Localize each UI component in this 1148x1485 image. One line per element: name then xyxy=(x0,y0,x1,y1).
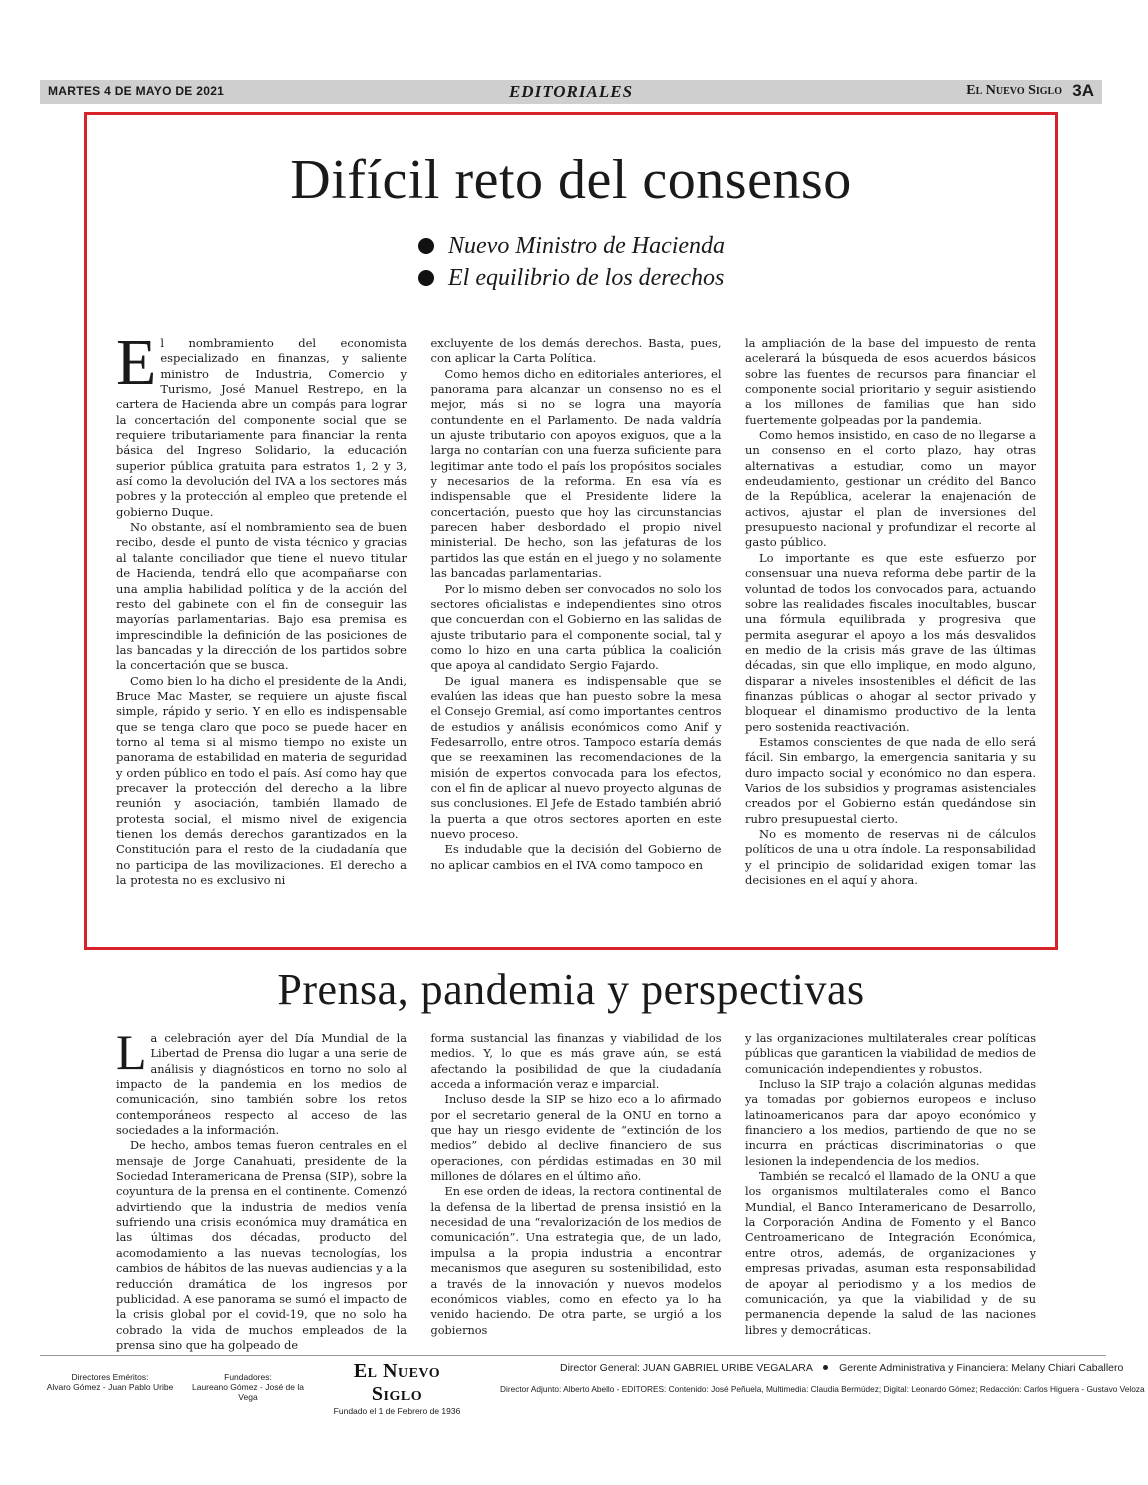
paragraph: No es momento de reservas ni de cálculos políticos de una u otra índole. La responsabilidad y el principio de solidaridad exigen tomar las decisiones en el aquí y ahora. xyxy=(745,827,1036,888)
separator-dot-icon xyxy=(823,1365,828,1370)
page-number: 3A xyxy=(1072,81,1094,100)
subhead-text: El equilibrio de los derechos xyxy=(448,265,725,291)
paragraph: forma sustancial las finanzas y viabilidad de los medios. Y, lo que es más grave aún, se está afectando la posibilidad de que la ciudadanía acceda a información veraz e imparcial. xyxy=(430,1032,722,1092)
emeritus-directors xyxy=(40,1372,180,1392)
drop-cap: E xyxy=(116,326,157,399)
founders xyxy=(184,1372,312,1402)
management-credits xyxy=(560,1362,1123,1374)
paragraph: Como hemos insistido, en caso de no llegarse a un consenso en el corto plazo, hay otras alternativas a estudiar, como un mayor endeudamiento, gestionar un crédito del Banco de la República, acelerar la enajenación de activos, ajustar el plan de inversiones del presupuesto nacional y profundizar el recorte al gasto público. xyxy=(745,428,1036,550)
paragraph: De igual manera es indispensable que se evalúen las ideas que han puesto sobre la mesa el Consejo Gremial, así como importantes centros de estudios y análisis económicos como Anif y Fedesarrollo, entre otros. Tampoco estaría demás que se reexaminen las recomendaciones de la misión de expertos convocada para los efectos, con el fin de aplicar al nuevo proyecto algunas de sus conclusiones. El Jefe de Estado también abrió la puerta a que otros sectores aporten en este nuevo proceso. xyxy=(430,673,722,841)
founders-names: Laureano Gómez - José de la Vega xyxy=(192,1382,304,1402)
paragraph: Como bien lo ha dicho el presidente de la Andi, Bruce Mac Master, se requiere un ajuste fiscal simple, rápido y serio. Y en ello es indispensable que se tenga claro que poco se puede hacer en torno al tema si al mismo tiempo no existe un panorama de estabilidad en materia de seguridad y orden público en todo el país. Así como hay que precaver la protección del derecho a la libre reunión y asociación, también llamado de protesta social, el mismo nivel de exigencia tienen los demás derechos garantizados en la Constitución para el resto de la ciudadanía que no participa de las movilizaciones. El derecho a la protesta no es exclusivo ni xyxy=(116,673,407,888)
founders-label: Fundadores: xyxy=(224,1372,272,1382)
editorial-1-subheads xyxy=(418,230,918,294)
editorial-1-title: Difícil reto del consenso xyxy=(290,149,852,211)
column-1 xyxy=(116,326,407,936)
drop-cap: L xyxy=(116,1024,147,1080)
manager-credit: Gerente Administrativa y Financiera: Melany Chiari Caballero xyxy=(839,1362,1124,1374)
paper-logo: El Nuevo Siglo xyxy=(353,1360,441,1405)
paragraph: También se recalcó el llamado de la ONU a que los organismos multilaterales como el Banco Mundial, el Banco Interamericano de Desarrollo, la Corporación Andina de Fomento y el Banco Centroamericano de Integración Económica, entre otros, además, de organizaciones y empresas privadas, asuman esta responsabilidad de apoyar al periodismo y a los medios de comunicación, ya que la viabilidad y de su permanencia depende la salud de las naciones libres y democráticas. xyxy=(745,1170,1036,1337)
issue-date: MARTES 4 DE MAYO DE 2021 xyxy=(48,84,225,98)
paragraph: l nombramiento del economista especializado en finanzas, y saliente ministro de Industria, Comercio y Turismo, José Manuel Restrepo, en la cartera de Hacienda abre un compás para lograr la concertación del componente social que se requiere tributariamente para financiar la renta básica del Ingreso Solidario, la educación superior pública gratuita para estratos 1, 2 y 3, así como la devolución del IVA a los sectores más pobres y la protección al empleo que pretende el gobierno Duque. xyxy=(116,336,407,519)
editors-credits: Director Adjunto: Alberto Abello - EDITORES: Contenido: José Peñuela, Multimedia: Claudia Bermúdez; Digital: Leonardo Gómez; Redacción: Carlos Higuera - Gustavo Veloza xyxy=(500,1384,1145,1394)
paragraph: a celebración ayer del Día Mundial de la Libertad de Prensa dio lugar a una serie de análisis y diagnósticos en torno no solo al impacto de la pandemia en los medios de comunicación, sino también sobre los retos contemporáneos respecto al acceso de las sociedades a la información. xyxy=(116,1032,407,1138)
editorial-2-title: Prensa, pandemia y perspectivas xyxy=(277,965,865,1014)
bullet-icon xyxy=(418,270,434,286)
emeritus-names: Alvaro Gómez - Juan Pablo Uribe xyxy=(46,1382,174,1392)
column-3 xyxy=(745,1031,1036,1336)
paragraph: Como hemos dicho en editoriales anteriores, el panorama para alcanzar un consenso no es el mejor, más si no se logra una mayoría contundente en el Parlamento. De nada valdría un ajuste tributario con apoyos exiguos, que a la larga no contarían con una fuerza suficiente para legitimar ante todo el país los propósitos sociales y necesarios de la reforma. En esa vía es indispensable que el Presidente lidere la concertación, puesto que hoy las circunstancias parecen haber desbordado el propio nivel ministerial. De hecho, son las jefaturas de los partidos las que están en el juego y no solamente las bancadas parlamentarias. xyxy=(430,366,722,581)
editorial-1-body xyxy=(116,326,1036,936)
paragraph: Estamos conscientes de que nada de ello será fácil. Sin embargo, la emergencia sanitaria y su duro impacto social y económico no dan espera. Varios de los subsidios y programas asistenciales creados por el Gobierno están quedándose sin rubro presupuestal cierto. xyxy=(745,734,1036,826)
column-2 xyxy=(431,1031,722,1336)
founded-date: Fundado el 1 de Febrero de 1936 xyxy=(333,1406,461,1416)
column-3 xyxy=(745,336,1036,936)
paragraph: excluyente de los demás derechos. Basta, pues, con aplicar la Carta Política. xyxy=(430,336,722,366)
paragraph: No obstante, así el nombramiento sea de buen recibo, desde el punto de vista técnico y gracias al talante conciliador que tiene el nuevo titular de Hacienda, tendrá ello que acompañarse con una amplia habilidad política y de la acción del resto del gabinete con el fin de conseguir las mayorías parlamentarias. Bajo esa premisa es imprescindible la definición de las posiciones de las bancadas y la dirección de los partidos sobre la concertación que se busca. xyxy=(116,520,407,673)
paragraph: Es indudable que la decisión del Gobierno de no aplicar cambios en el IVA como tampoco en xyxy=(430,842,722,872)
bullet-icon xyxy=(418,238,434,254)
editorial-2-body xyxy=(116,1024,1036,1352)
paragraph: Incluso la SIP trajo a colación algunas medidas ya tomadas por gobiernos europeos e incluso latinoamericanos para dar apoyo económico y financiero a los medios, partiendo de que no se incurra en prácticas discriminatorias o que lesionen la independencia de los medios. xyxy=(745,1078,1036,1168)
column-2 xyxy=(431,336,722,936)
paragraph: Por lo mismo deben ser convocados no solo los sectores oficialistas e independientes sino otros que concuerdan con el Gobierno en las salidas de ajuste tributario para el componente social, tal y como lo hizo en una carta pública la coalición que apoya al candidato Sergio Fajardo. xyxy=(430,581,722,673)
masthead-logo-block xyxy=(330,1360,464,1416)
paragraph: De hecho, ambos temas fueron centrales en el mensaje de Jorge Canahuati, presidente de la Sociedad Interamericana de Prensa (SIP), sobre la coyuntura de la prensa en el continente. Comenzó advirtiendo que la industria de medios venía sufriendo una crisis económica muy dramática en las últimas dos décadas, producto del acomodamiento a las nuevas tecnologías, los cambios de hábitos de las nuevas audiencias y a la reducción dramática de los ingresos por publicidad. A ese panorama se sumó el impacto de la crisis global por el covid-19, que no solo ha cobrado la vida de muchos empleados de la prensa sino que ha golpeado de xyxy=(116,1139,407,1352)
paper-name: El Nuevo Siglo xyxy=(966,83,1062,98)
director-general: Director General: JUAN GABRIEL URIBE VEGALARA xyxy=(560,1362,813,1374)
paragraph: Lo importante es que este esfuerzo por consensuar una nueva reforma debe partir de la voluntad de todos los convocados para, actuando sobre las realidades fiscales inocultables, buscar una fórmula equilibrada y progresiva que permita asegurar el apoyo a los más desvalidos en medio de la crisis más grave de las últimas décadas, sin que ello implique, en modo alguno, disparar a niveles insostenibles el déficit de las finanzas públicas o ahogar al sector privado y bloquear el dinamismo productivo de la lenta pero sostenida reactivación. xyxy=(745,550,1036,734)
paragraph: En ese orden de ideas, la rectora continental de la defensa de la libertad de prensa insistió en la necesidad de una “revalorización de los medios de comunicación”. Una estrategia que, de un lado, impulsa a la propia industria a encontrar mecanismos que aseguren su sostenibilidad, esto a través de la innovación y nuevos modelos económicos viables, como en efecto ya lo ha venido haciendo. De otra parte, se urgió a los gobiernos xyxy=(430,1185,722,1337)
paragraph: Incluso desde la SIP se hizo eco a lo afirmado por el secretario general de la ONU en torno a que hay un riesgo evidente de “extinción de los medios” debido al declive financiero de sus operaciones, con pérdidas estimadas en 30 mil millones de dólares en el último año. xyxy=(430,1093,722,1184)
subhead-item xyxy=(418,230,918,262)
paragraph: y las organizaciones multilaterales crear políticas públicas que garanticen la viabilidad de medios de comunicación independientes y robustos. xyxy=(745,1032,1036,1076)
column-1 xyxy=(116,1024,407,1352)
page-header-bar xyxy=(40,80,1102,104)
emeritus-label: Directores Eméritos: xyxy=(71,1372,149,1382)
subhead-item xyxy=(418,262,918,294)
subhead-text: Nuevo Ministro de Hacienda xyxy=(448,233,726,259)
paragraph: la ampliación de la base del impuesto de renta acelerará la búsqueda de esos acuerdos básicos sobre las fuentes de recursos para financiar el componente social prioritario y seguir asistiendo a los millones de familias que han sido fuertemente golpeadas por la pandemia. xyxy=(745,336,1036,427)
section-title: EDITORIALES xyxy=(508,82,634,101)
footer-divider xyxy=(40,1355,1106,1356)
